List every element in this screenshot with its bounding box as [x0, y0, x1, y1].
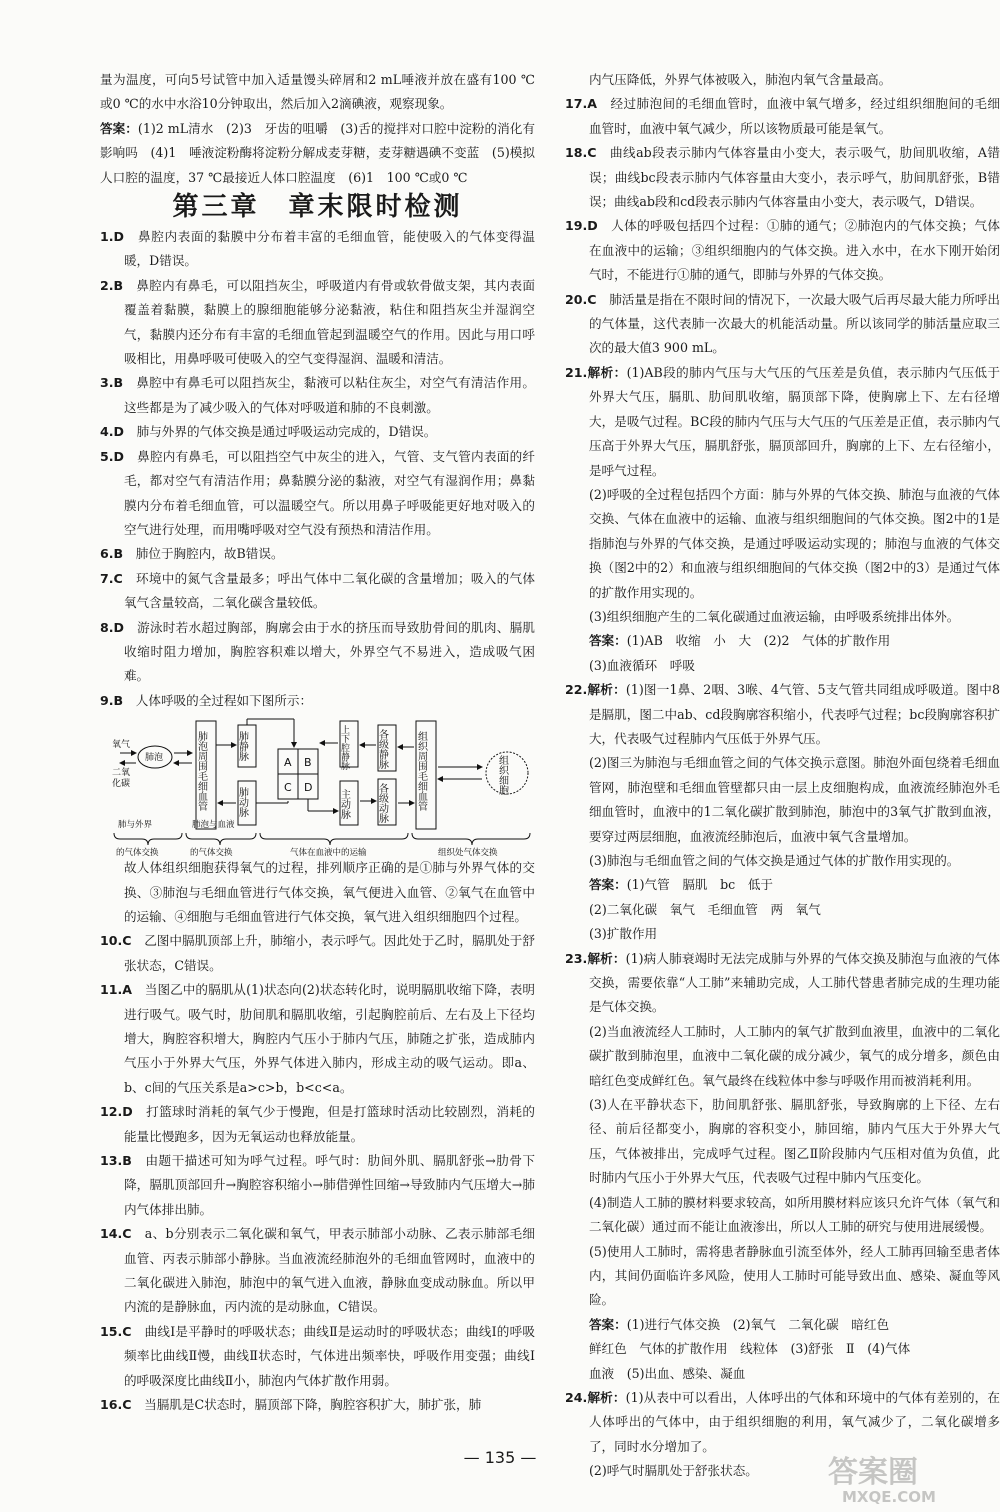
answer-text: (1)2 mL清水 (2)3 牙齿的咀嚼 (3)舌的搅拌对口腔中淀粉的消化有影响吗 (4)1 唾液淀粉酶将淀粉分解成麦芽糖，麦芽糖遇碘不变蓝 (5)模拟人口腔的温度，37 ℃最接近人体口腔温度 (6)1 100 ℃或0 ℃ — [100, 120, 536, 185]
alveoli-label: 肺泡 — [145, 753, 164, 764]
chapter-title: 第三章 章末限时检测 — [172, 192, 463, 223]
item-text: 肺活量是指在不限时间的情况下，一次最大吸气后再尽最大能力所呼出的气体量，这代表肺一次最大的机能活动量。所以该同学的肺活量应取三次的最大值3 900 mL。 — [588, 291, 1000, 356]
co2-label-2: 化碳 — [112, 779, 131, 790]
prev-text: 量为温度，可向5号试管中加入适量馒头碎屑和2 mL唾液并放在盛有100 ℃或0 ℃的水中水浴10分钟取出，然后加入2滴碘液，观察现象。 — [100, 72, 535, 112]
caption-2b: 的气体交换 — [190, 848, 233, 859]
q24-analysis: 24.解析：(1)从表中可以看出，人体呼出的气体和环境中的气体有差别的，在人体呼出的气体中，由于组织细胞的利用，氧气减少了，二氧化碳增多了，同时水分增加了。 — [565, 1389, 1000, 1454]
answer-item — [100, 420, 535, 444]
item-number: 18.C — [565, 145, 597, 161]
item-number: 8.D — [100, 619, 125, 635]
q23-p2: (2)当血液流经人工肺时，人工肺内的氧气扩散到血液里，血液中的二氧化碳扩散到肺泡里，血液中二氧化碳的成分减少，氧气的成分增多，颜色由暗红色变成鲜红色。氧气最终在线粒体中参与呼吸作用而被消耗利用。 — [588, 1023, 1000, 1088]
answer-item — [565, 288, 1000, 361]
item-number: 14.C — [100, 1226, 132, 1242]
heart-a: A — [284, 756, 292, 770]
q22-p3: (3)肺泡与毛细血管之间的气体交换是通过气体的扩散作用实现的。 — [588, 853, 960, 868]
item-text: 人体的呼吸包括四个过程：①肺的通气；②肺泡内的气体交换；气体在血液中的运输；③组织细胞内的气体交换。进入水中，在水下刚开始闭气时，不能进行①肺的通气，即肺与外界的气体交换。 — [588, 218, 1000, 283]
item-number: 15.C — [100, 1323, 132, 1339]
item-number: 6.B — [100, 546, 124, 562]
page-number: — 135 — — [463, 1448, 537, 1467]
item-text: 故人体组织细胞获得氧气的过程，排列顺序正确的是①肺与外界气体的交换、③肺泡与毛细血管进行气体交换，氧气便进入血管、②氧气在血管中的运输、④细胞与毛细血管进行气体交换，氧气进入组织细胞四个过程。 — [123, 860, 535, 924]
q22-answer-3: (3)扩散作用 — [588, 926, 658, 942]
watermark-line1: 答案圈 — [828, 1455, 918, 1490]
aorta-label: 主动脉 — [338, 789, 350, 820]
item-text: 曲线ab段表示肺内气体容量由小变大，表示吸气，肋间肌收缩，A错误；曲线bc段表示肺内气体容量由大变小，表示呼气，肋间肌舒张，B错误；曲线ab段和cd段表示肺内气体容量由小变大，表示吸气，D错误。 — [588, 145, 1000, 210]
answer-label: 答案： — [100, 120, 138, 136]
pulmonary-artery-label: 肺动脉 — [236, 787, 248, 818]
item-text: 环境中的氮气含量最多；呼出气体中二氧化碳的含量增加；吸入的气体氧气含量较高，二氧化碳含量较低。 — [123, 570, 536, 611]
item-text: 当图乙中的膈肌从(1)状态向(2)状态转化时，说明膈肌收缩下降，表明进行吸气。吸气时，肋间肌和膈肌收缩，引起胸腔前后、左右及上下径均增大，胸腔容积增大，胸腔内气压小于肺内气压，肺随之扩张，造成肺内气压小于外界大气压，外界气体进入肺内，形成主动的吸气运动。即a、b、c间的气压关系是a>c>b，b<c<a。 — [123, 982, 536, 1095]
left-column — [100, 68, 535, 1418]
caption-1b: 的气体交换 — [116, 848, 159, 859]
q22-answer: 答案：(1)气管 膈肌 bc 低于 — [588, 877, 774, 893]
item-number: 16.C — [100, 1397, 132, 1413]
tissue-capillary-label: 组织周围毛细血管 — [415, 731, 427, 812]
answer-item — [565, 92, 1000, 141]
vena-cava-label: 上下腔静脉 — [339, 725, 349, 771]
item-text: 肺位于胸腔内，故B错误。 — [135, 546, 284, 562]
q21-analysis: 21.解析：(1)AB段的肺内气压与大气压的气压差是负值，表示肺内气压低于外界大气压，膈肌、肋间肌收缩，膈顶部下降，使胸廓上下、左右径增大，是吸气过程。BC段的肺内气压与大气压的气压差是正值，表示肺内气压高于外界大气压，膈肌舒张，膈顶部回升，胸廓的上下、左右径缩小，是呼气过程。 — [565, 364, 1000, 478]
q22-analysis: 22.解析：(1)图一1鼻、2咽、3喉、4气管、5支气管共同组成呼吸道。图中8是膈肌，图二中ab、cd段胸廓容积缩小，代表呼气过程；bc段胸廓容积扩大，代表吸气过程肺内气压低于外界气压。 — [565, 682, 1000, 746]
right-column — [565, 68, 1000, 1484]
item-text: 人体呼吸的全过程如下图所示： — [135, 692, 313, 708]
right-items-list — [565, 92, 1000, 360]
item-text: 鼻腔中有鼻毛可以阻挡灰尘，黏液可以粘住灰尘，对空气有清洁作用。这些都是为了减少吸入的气体对呼吸道和肺的不良刺激。 — [123, 375, 536, 415]
veins-label: 各级静脉 — [376, 729, 388, 770]
answer-item — [100, 978, 535, 1100]
watermark-logo — [822, 1448, 990, 1506]
item-number: 5.D — [100, 448, 125, 464]
caption-4: 组织处气体交换 — [438, 848, 498, 859]
q23-p3: (3)人在平静状态下，肋间肌舒张、膈肌舒张，导致胸廓的上下径、左右径、前后径都变小，胸廓的容积变小，肺回缩，肺内气压大于外界大气压，气体被排出，完成呼气过程。图乙Ⅱ阶段肺内气压相对值为负值，此时肺内气压小于外界大气压，代表吸气过程中肺内气压变化。 — [588, 1097, 1000, 1186]
q21-answer: 答案：(1)AB 收缩 小 大 (2)2 气体的扩散作用 — [588, 633, 891, 649]
item-text: 由题干描述可知为呼气过程。呼气时：肋间外肌、膈肌舒张→肋骨下降，膈肌顶部回升→胸腔容积缩小→肺借弹性回缩→导致肺内气压增大→肺内气体排出肺。 — [123, 1153, 535, 1217]
q22-p2: (2)图三为肺泡与毛细血管之间的气体交换示意图。肺泡外面包绕着毛细血管网，肺泡壁和毛细血管壁都只由一层上皮细胞构成，血液流经肺泡外毛细血管时，血液中的1二氧化碳扩散到肺泡，肺泡中的3氧气扩散到血液，要穿过两层细胞，血液流经肺泡后，血液中氧气含量增加。 — [588, 755, 1000, 844]
q24-p2: (2)呼气时膈肌处于舒张状态。 — [588, 1463, 758, 1479]
item-text: 经过肺泡间的毛细血管时，血液中氧气增多，经过组织细胞间的毛细血管时，血液中氧气减少，所以该物质最可能是氧气。 — [588, 96, 1000, 136]
item-number: 11.A — [100, 982, 133, 998]
item-text: 鼻腔内表面的黏膜中分布着丰富的毛细血管，能使吸入的气体变得温暖，D错误。 — [123, 229, 536, 269]
prev-answer — [100, 117, 535, 190]
heart-c: C — [284, 781, 292, 795]
item-number: 4.D — [100, 424, 125, 440]
alveolar-capillary-label: 肺泡周围毛细血管 — [195, 731, 207, 812]
answer-item — [100, 542, 535, 566]
left-items-list-2 — [100, 856, 535, 1417]
item-text: 打篮球时消耗的氧气少于慢跑，但是打篮球时活动比较剧烈，消耗的能量比慢跑多，因为无氧运动也释放能量。 — [123, 1104, 536, 1144]
item-text: 鼻腔内有鼻毛，可以阻挡空气中灰尘的进入，气管、支气管内表面的纤毛，都对空气有清洁作用；鼻黏膜分泌的黏液，对空气有湿润作用；鼻黏膜内分布着毛细血管，可以温暖空气。所以用鼻子呼吸能更好地对吸入的空气进行处理，而用嘴呼吸对空气没有预热和清洁作用。 — [123, 448, 536, 537]
q23-answer-2: 鲜红色 气体的扩散作用 线粒体 (3)舒张 Ⅱ (4)气体 — [588, 1341, 911, 1357]
q21-p2: (2)呼吸的全过程包括四个方面：肺与外界的气体交换、肺泡与血液的气体交换、气体在血液中的运输、血液与组织细胞间的气体交换。图2中的1是指肺泡与外界的气体交换，是通过呼吸运动实现的；肺泡与血液的气体交换（图2中的2）和血液与组织细胞间的气体交换（图2中的3）是通过气体的扩散作用实现的。 — [588, 486, 1000, 600]
heart-b: B — [304, 756, 312, 770]
answer-item — [100, 1393, 535, 1417]
caption-1a: 肺与外界 — [118, 820, 153, 831]
q23-p4: (4)制造人工肺的膜材料要求较高，如所用膜材料应该只允许气体（氧气和二氧化碳）通过而不能让血液渗出，所以人工肺的研究与使用进展缓慢。 — [588, 1194, 1000, 1235]
answer-item — [100, 616, 535, 689]
item-text: 曲线Ⅰ是平静时的呼吸状态；曲线Ⅱ是运动时的呼吸状态；曲线Ⅰ的呼吸频率比曲线Ⅱ慢，曲线Ⅱ状态时，气体进出频率快，呼吸作用变强；曲线Ⅰ的呼吸深度比曲线Ⅱ小，肺泡内气体扩散作用弱。 — [123, 1323, 536, 1388]
item-text: 肺与外界的气体交换是通过呼吸运动完成的，D错误。 — [136, 424, 437, 440]
answer-item — [100, 225, 535, 274]
q23-answer: 答案：(1)进行气体交换 (2)氧气 二氧化碳 暗红色 — [588, 1316, 890, 1332]
answer-item — [100, 274, 535, 372]
item-number: 7.C — [100, 570, 123, 586]
answer-item — [100, 1222, 535, 1320]
q23-analysis: 23.解析：(1)病人肺衰竭时无法完成肺与外界的气体交换及肺泡与血液的气体交换，需要依靠“人工肺”来辅助完成，人工肺代替患者肺完成的生理功能是气体交换。 — [565, 950, 1000, 1015]
item-number: 13.B — [100, 1153, 132, 1169]
heart-d: D — [304, 781, 313, 795]
item-number: 20.C — [565, 291, 597, 307]
q23-answer-3: 血液 (5)出血、感染、凝血 — [588, 1365, 746, 1381]
item-number: 17.A — [565, 96, 598, 112]
item-text: 当膈肌是C状态时，膈顶部下降，胸腔容积扩大，肺扩张，肺 — [144, 1397, 482, 1413]
arteries-label: 各级动脉 — [376, 783, 388, 824]
answer-item — [100, 1320, 535, 1393]
answer-item — [565, 141, 1000, 214]
answer-item — [100, 1149, 535, 1222]
caption-2a: 肺泡与血液 — [192, 820, 235, 831]
tissue-cells-label: 组织细胞 — [496, 755, 508, 796]
q16-continued: 内气压降低，外界气体被吸入，肺泡内氧气含量最高。 — [588, 72, 892, 87]
left-items-list — [100, 225, 535, 713]
item-text: 鼻腔内有鼻毛，可以阻挡灰尘，呼吸道内有骨或软骨做支架，其内表面覆盖着黏膜，黏膜上的腺细胞能够分泌黏液，粘住和阻挡灰尘并湿润空气，黏膜内还分布有丰富的毛细血管起到温暖空气的作用。因此与用口呼吸相比，用鼻呼吸可使吸入的空气变得湿润、温暖和清洁。 — [123, 277, 536, 367]
q22-answer-2: (2)二氧化碳 氧气 毛细血管 两 氧气 — [588, 901, 821, 917]
item-number: 9.B — [100, 692, 124, 708]
item-number: 1.D — [100, 229, 125, 245]
item-number: 12.D — [100, 1104, 133, 1120]
item-text: 游泳时若水超过胸部，胸廓会由于水的挤压而导致肋骨间的肌肉、膈肌收缩时阻力增加，胸腔容积难以增大，外界空气不易进入，造成吸气困难。 — [123, 619, 536, 684]
item-number: 19.D — [565, 218, 598, 234]
item-number: 3.B — [100, 375, 124, 391]
pulmonary-vein-label: 肺静脉 — [236, 731, 248, 762]
answer-item — [100, 689, 535, 713]
q21-answer-2: (3)血液循环 呼吸 — [588, 657, 695, 673]
item-number: 10.C — [100, 933, 132, 949]
answer-item — [100, 371, 535, 420]
answer-item — [100, 445, 535, 543]
q23-p5: (5)使用人工肺时，需将患者静脉血引流至体外，经人工肺再回输至患者体内，其间仍面临许多风险，使用人工肺时可能导致出血、感染、凝血等风险。 — [588, 1243, 1000, 1308]
answer-item — [100, 929, 535, 978]
respiration-diagram — [112, 715, 537, 859]
item-text: a、b分别表示二氧化碳和氧气，甲表示肺部小动脉、乙表示肺部毛细血管、丙表示肺部小静脉。当血液流经肺泡外的毛细血管网时，血液中的二氧化碳进入肺泡，肺泡中的氧气进入血液，静脉血变成动脉血。所以甲内流的是静脉血，丙内流的是动脉血，C错误。 — [123, 1226, 536, 1315]
answer-item — [565, 214, 1000, 287]
item-text: 乙图中膈肌顶部上升，肺缩小，表示呼气。因此处于乙时，膈肌处于舒张状态，C错误。 — [123, 933, 536, 973]
co2-label-1: 二氧 — [112, 768, 131, 779]
answer-item — [100, 1100, 535, 1149]
caption-3: 气体在血液中的运输 — [290, 848, 367, 859]
oxygen-label: 氧气 — [112, 740, 131, 751]
answer-item — [100, 567, 535, 616]
answer-item — [100, 856, 535, 929]
item-number: 2.B — [100, 277, 124, 293]
q21-p3: (3)组织细胞产生的二氧化碳通过血液运输，由呼吸系统排出体外。 — [588, 608, 960, 624]
watermark-line2: MXQE.COM — [842, 1488, 936, 1506]
